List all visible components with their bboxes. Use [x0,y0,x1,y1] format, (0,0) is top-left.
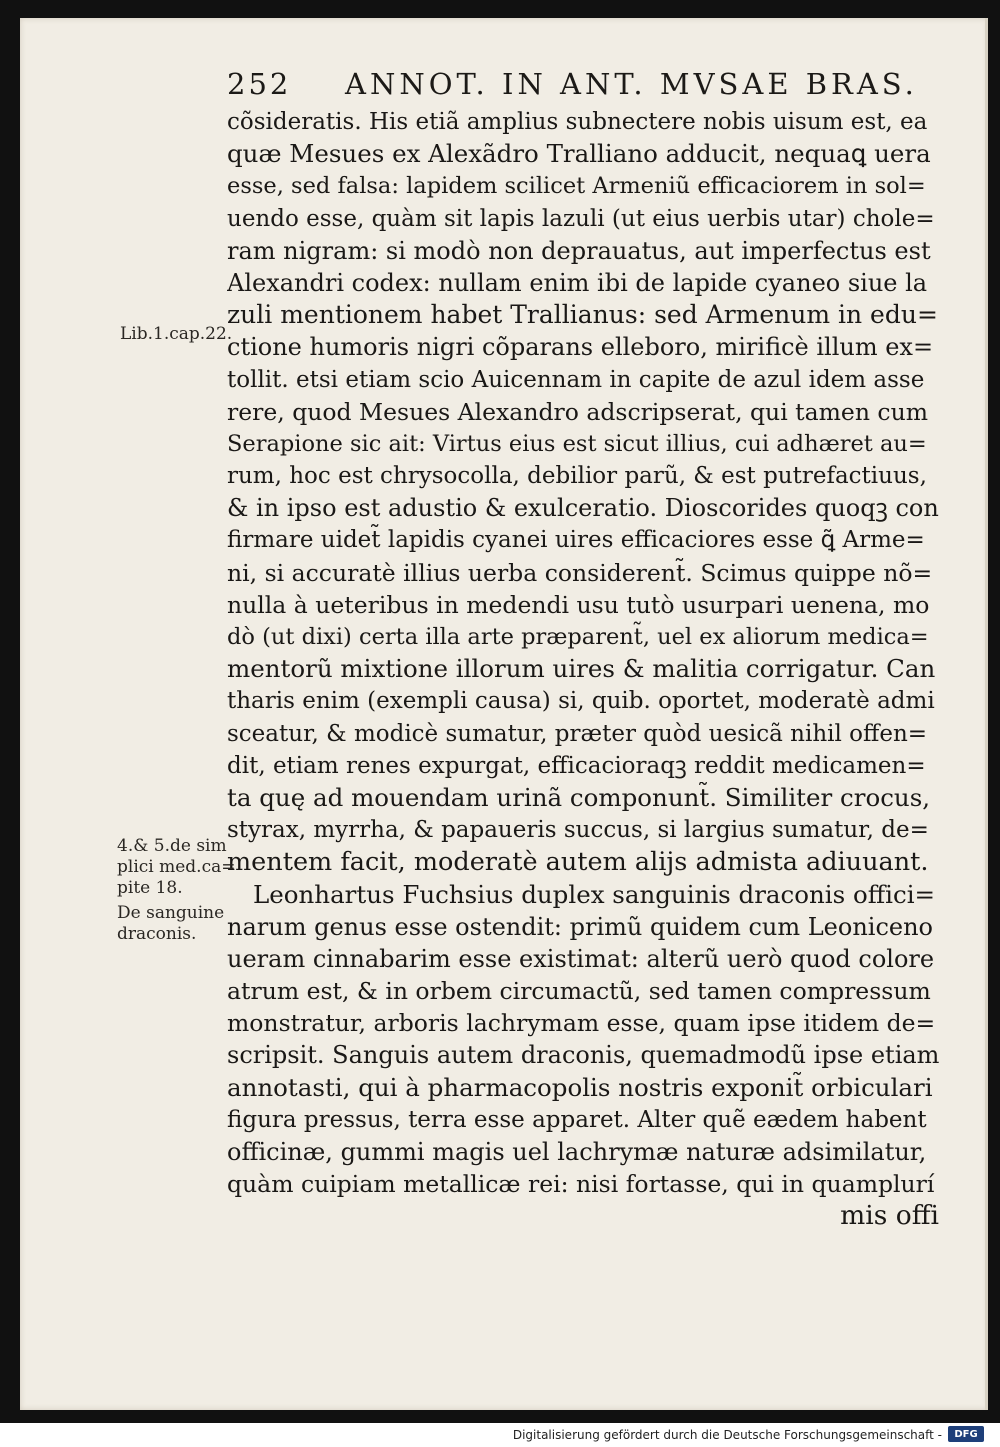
text-line: mentorũ mixtione illorum uires & malitia corrigatur. Can [227,654,936,684]
text-line: figura pressus, terra esse apparet. Alter quẽ eædem habent [227,1106,927,1133]
text-line: firmare uidet̃ lapidis cyanei uires efficaciores esse ꝗ̃ Arme= [227,527,925,554]
text-line: officinæ, gummi magis uel lachrymæ naturæ adsimilatur, [227,1138,927,1166]
text-line: uendo esse, quàm sit lapis lazuli (ut eius uerbis utar) chole= [227,205,935,232]
text-line: sceatur, & modicè sumatur, præter quòd uesicã nihil offen= [227,720,928,747]
catchword-line: mis offi [840,1200,939,1232]
text-line: quæ Mesues ex Alexãdro Tralliano adducit, nequaꝗ uera [227,139,931,169]
margin-note-citation [117,836,236,899]
page-edge [985,18,988,1410]
text-line: nulla à ueteribus in medendi usu tutò usurpari uenena, mo [227,590,930,619]
text-line: dò (ut dixi) certa illa arte præparent̃, uel ex aliorum medica= [227,624,929,650]
text-line: cõsideratis. His etiã amplius subnectere nobis uisum est, ea [227,109,928,135]
text-line: tharis enim (exempli causa) si, quib. oportet, moderatè admi [227,688,935,715]
margin-note-line: De sanguine [117,903,225,923]
margin-note-line: 4.& 5.de sim [117,836,227,856]
text-line: Serapione sic ait: Virtus eius est sicut illius, cui adhæret au= [227,430,927,457]
text-line: rere, quod Mesues Alexandro adscripserat, qui tamen cum [227,397,929,426]
text-line: Alexandri codex: nullam enim ibi de lapide cyaneo siue la [227,268,928,297]
text-line: zuli mentionem habet Trallianus: sed Armenum in edu= [227,300,938,330]
text-line: mentem facit, moderatè autem alijs admista adiuuant. [227,847,929,878]
text-line: tollit. etsi etiam scio Auicennam in capite de azul idem asse [227,366,925,393]
margin-note-reference: Lib.1.cap.22. [120,324,233,344]
text-line: scripsit. Sanguis autem draconis, quemadmodũ ipse etiam [227,1041,939,1070]
margin-note-line: pite 18. [117,878,183,898]
text-line: ta quę ad mouendam urinã componunt̃. Similiter crocus, [227,782,931,812]
text-line: & in ipso est adustio & exulceratio. Dioscorides quoqꝫ con [227,494,939,523]
text-line: annotasti, qui à pharmacopolis nostris exponit̃ orbiculari [227,1072,933,1102]
text-line: dit, etiam renes expurgat, efficacioraqꝫ reddit medicamen= [227,752,926,779]
margin-note-topic [117,903,224,945]
text-line: narum genus esse ostendit: primũ quidem cum Leoniceno [227,912,934,941]
text-line: ueram cinnabarim esse existimat: alterũ uerò quod colore [227,944,935,973]
text-line: styrax, myrrha, & papaueris succus, si largius sumatur, de= [227,817,929,844]
paragraph-start-line: Leonhartus Fuchsius duplex sanguinis draconis offici= [253,879,936,909]
text-line: quàm cuipiam metallicæ rei: nisi fortasse, qui in quamplurí [227,1170,935,1199]
margin-note-line: draconis. [117,924,197,944]
margin-note-line: plici med.ca= [117,857,236,877]
running-title: ANNOT. IN ANT. MVSAE BRAS. [345,67,918,101]
main-text-block [227,106,939,1233]
text-line: ram nigram: si modò non deprauatus, aut imperfectus est [227,236,931,265]
page-header [227,67,927,107]
text-line: esse, sed falsa: lapidem scilicet Armeniũ efficaciorem in sol= [227,173,926,200]
text-line: monstratur, arboris lachrymam esse, quam ipse itidem de= [227,1009,936,1038]
dfg-logo-icon: DFG [948,1426,984,1442]
text-line: ctione humoris nigri cõparans elleboro, mirificè illum ex= [227,333,934,362]
text-line: atrum est, & in orbem circumactũ, sed tamen compressum [227,977,931,1006]
text-line: rum, hoc est chrysocolla, debilior parũ, & est putrefactiuus, [227,463,927,490]
page-number: 252 [227,67,292,101]
text-line: ni, si accuratè illius uerba considerent̃. Scimus quippe nõ= [227,558,933,587]
funding-notice: Digitalisierung gefördert durch die Deutsche Forschungsgemeinschaft - [512,1428,942,1442]
